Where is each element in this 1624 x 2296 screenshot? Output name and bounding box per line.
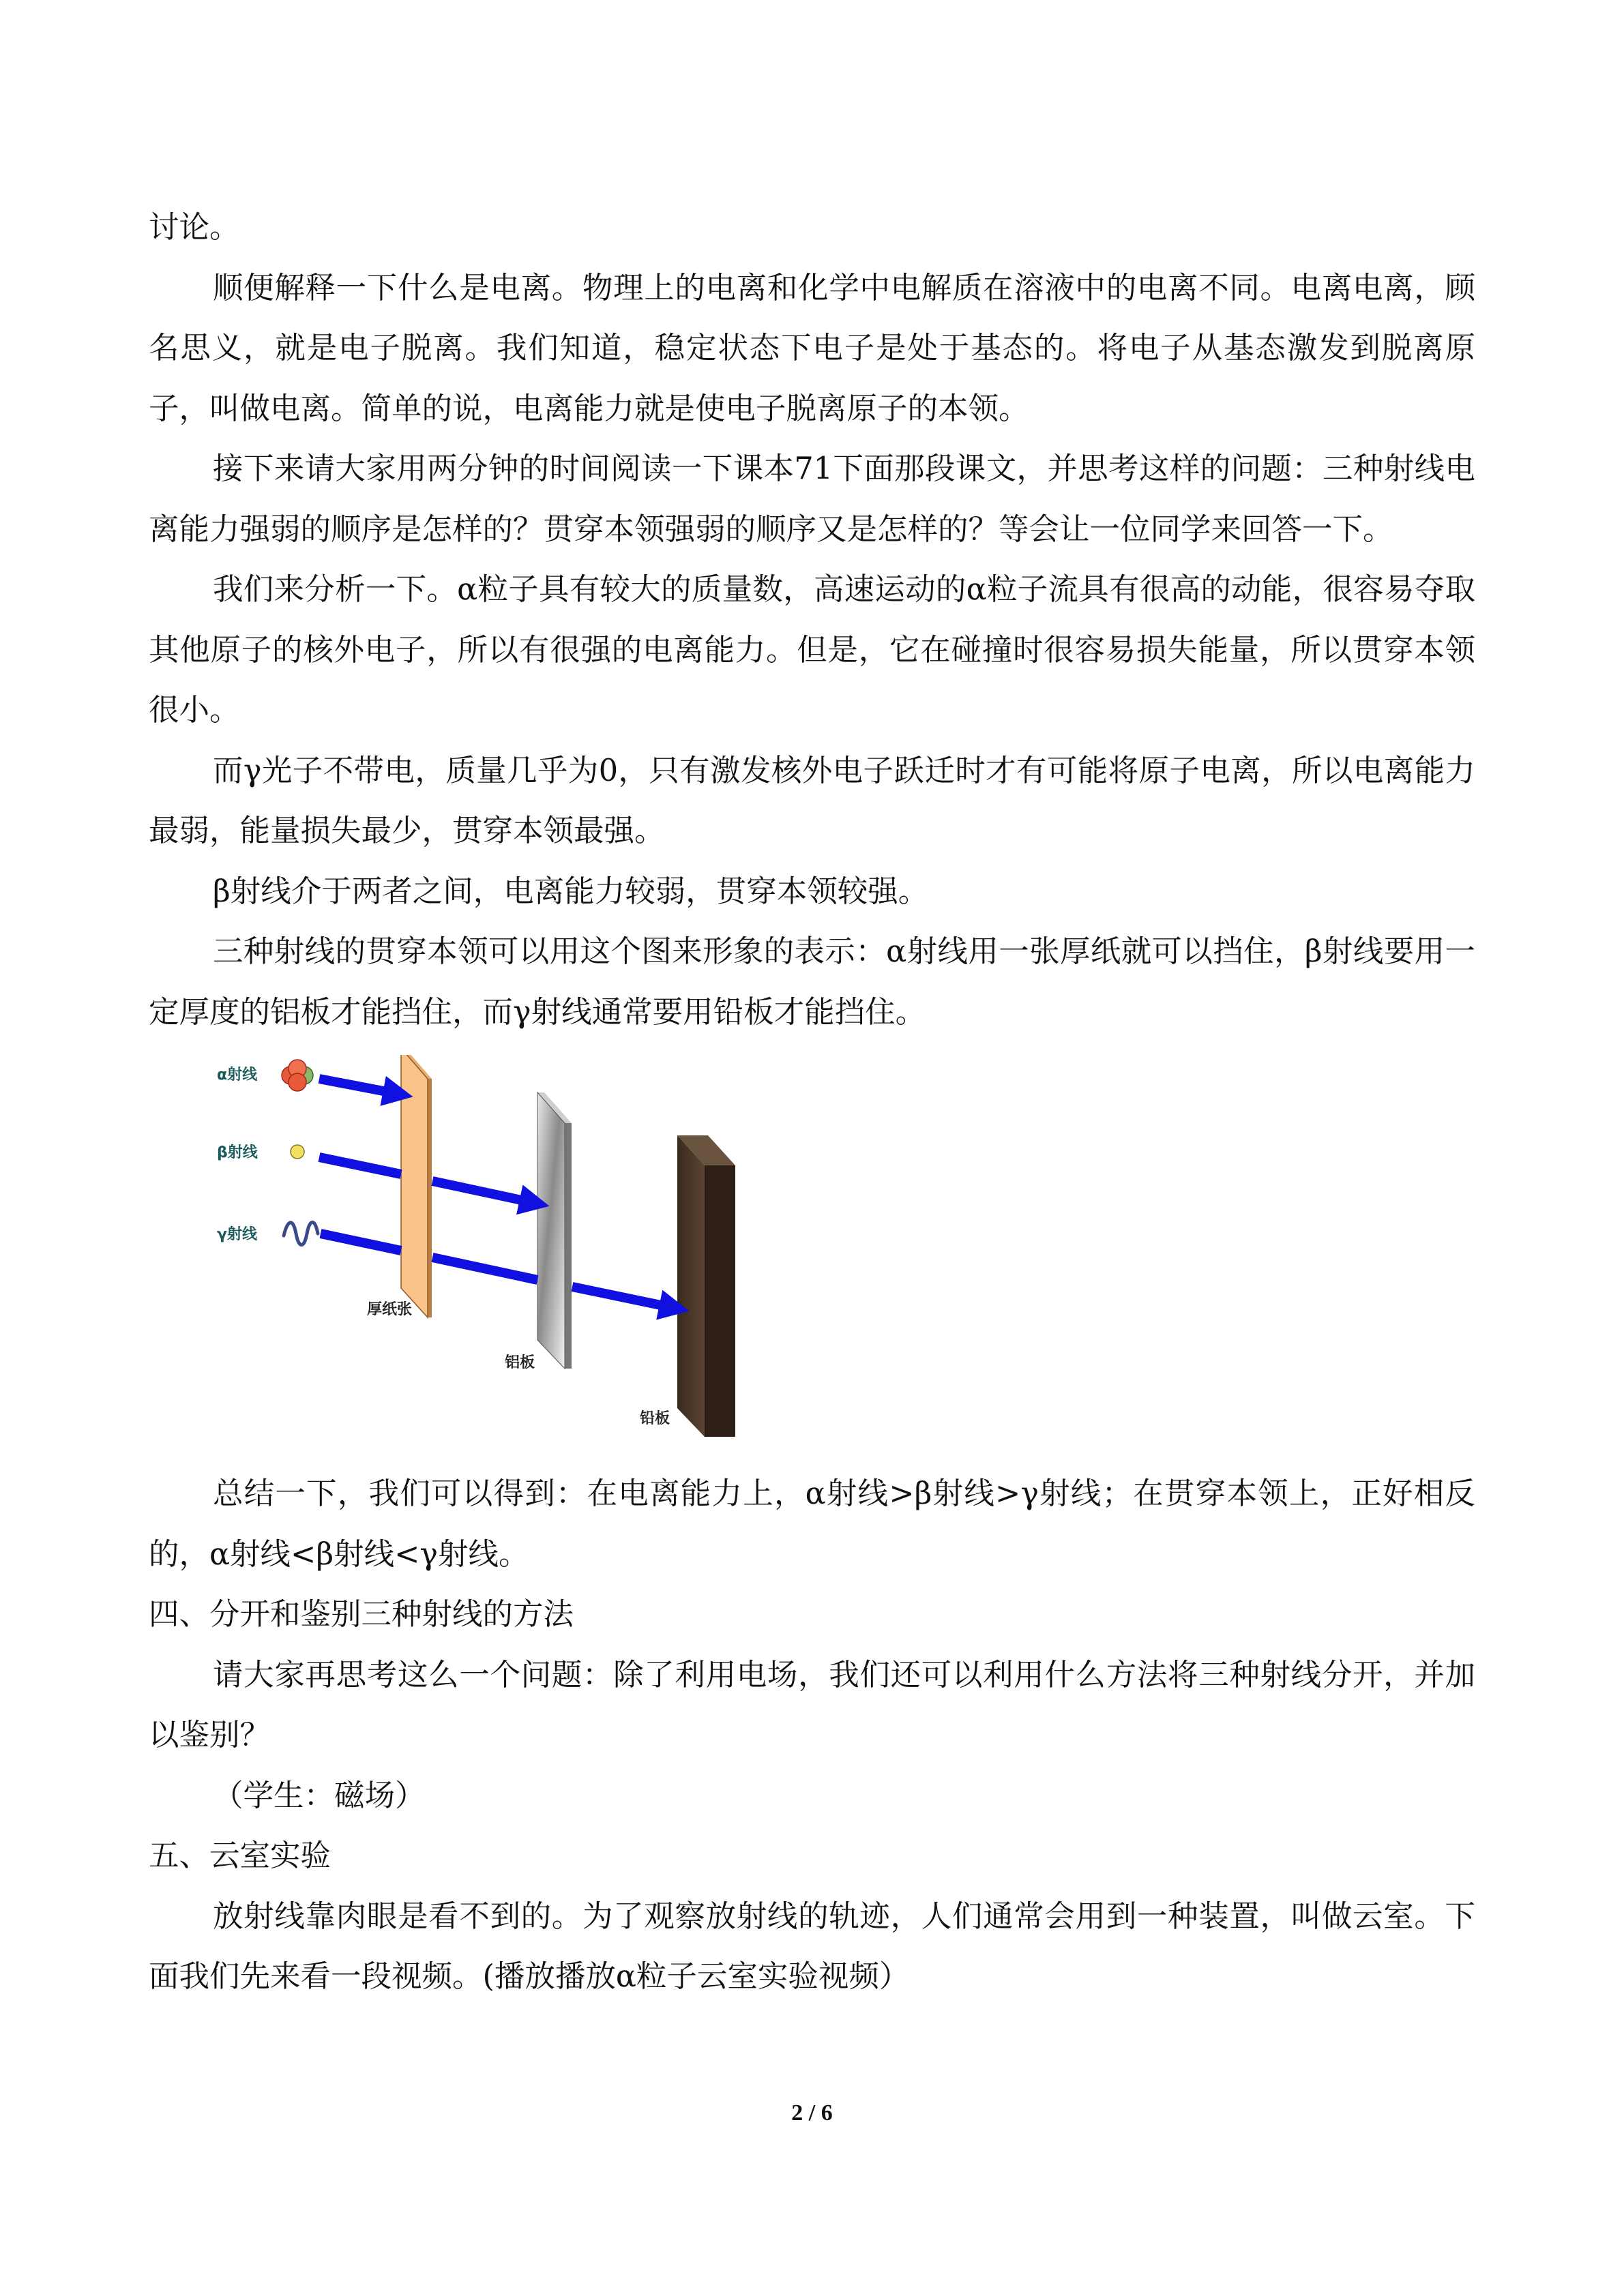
aluminum-plate [537, 1092, 572, 1369]
beta-particle-icon [291, 1145, 304, 1159]
paragraph: 三种射线的贯穿本领可以用这个图来形象的表示：α射线用一张厚纸就可以挡住，β射线要用一定厚度的铝板才能挡住，而γ射线通常要用铅板才能挡住。 [149, 934, 1476, 1030]
section-heading: 四、分开和鉴别三种射线的方法 [149, 1597, 574, 1632]
page-number: 2 / 6 [791, 2100, 833, 2126]
paragraph: 讨论。 [149, 210, 240, 245]
lead-label: 铅板 [640, 1410, 670, 1427]
paragraph: 而γ光子不带电，质量几乎为0，只有激发核外电子跃迁时才有可能将原子电离，所以电离能力最弱，能量损失最少，贯穿本领最强。 [149, 753, 1475, 848]
paper-sheet [401, 1055, 432, 1317]
gamma-ray [284, 1223, 677, 1309]
paragraph: （学生：磁场） [213, 1778, 426, 1813]
beta-ray-label: β射线 [217, 1144, 258, 1161]
alpha-particle-icon [282, 1060, 313, 1091]
penetration-figure [203, 1055, 858, 1464]
lead-plate [677, 1135, 735, 1437]
paragraph: 放射线靠肉眼是看不到的。为了观察放射线的轨迹，人们通常会用到一种装置，叫做云室。下面我们先来看一段视频。(播放播放α粒子云室实验视频） [149, 1898, 1475, 1994]
paragraph: 接下来请大家用两分钟的时间阅读一下课本71下面那段课文，并思考这样的问题：三种射线电离能力强弱的顺序是怎样的？贯穿本领强弱的顺序又是怎样的？等会让一位同学来回答一下。 [149, 451, 1475, 547]
gamma-wave-icon [284, 1223, 318, 1245]
paragraph: 总结一下，我们可以得到：在电离能力上，α射线>β射线>γ射线；在贯穿本领上，正好相反的，α射线<β射线<γ射线。 [149, 1476, 1475, 1572]
paragraph: 请大家再思考这么一个问题：除了利用电场，我们还可以利用什么方法将三种射线分开，并加以鉴别？ [149, 1657, 1475, 1753]
gamma-ray-label: γ射线 [217, 1226, 257, 1243]
paragraph: β射线介于两者之间，电离能力较弱，贯穿本领较强。 [213, 874, 929, 909]
alpha-ray-label: α射线 [217, 1067, 258, 1084]
section-heading: 五、云室实验 [149, 1838, 331, 1873]
paragraph: 顺便解释一下什么是电离。物理上的电离和化学中电解质在溶液中的电离不同。电离电离，顾名思义，就是电子脱离。我们知道，稳定状态下电子是处于基态的。将电子从基态激发到脱离原子，叫做电离。简单的说，电离能力就是使电子脱离原子的本领。 [149, 270, 1475, 426]
alpha-ray [282, 1060, 401, 1094]
aluminum-label: 铝板 [505, 1354, 535, 1371]
paragraph: 我们来分析一下。α粒子具有较大的质量数，高速运动的α粒子流具有很高的动能，很容易夺取其他原子的核外电子，所以有很强的电离能力。但是，它在碰撞时很容易损失能量，所以贯穿本领很小。 [149, 572, 1475, 728]
body-text [149, 198, 1475, 2008]
paper-label: 厚纸张 [367, 1301, 413, 1318]
penetration-diagram [203, 1055, 858, 1464]
